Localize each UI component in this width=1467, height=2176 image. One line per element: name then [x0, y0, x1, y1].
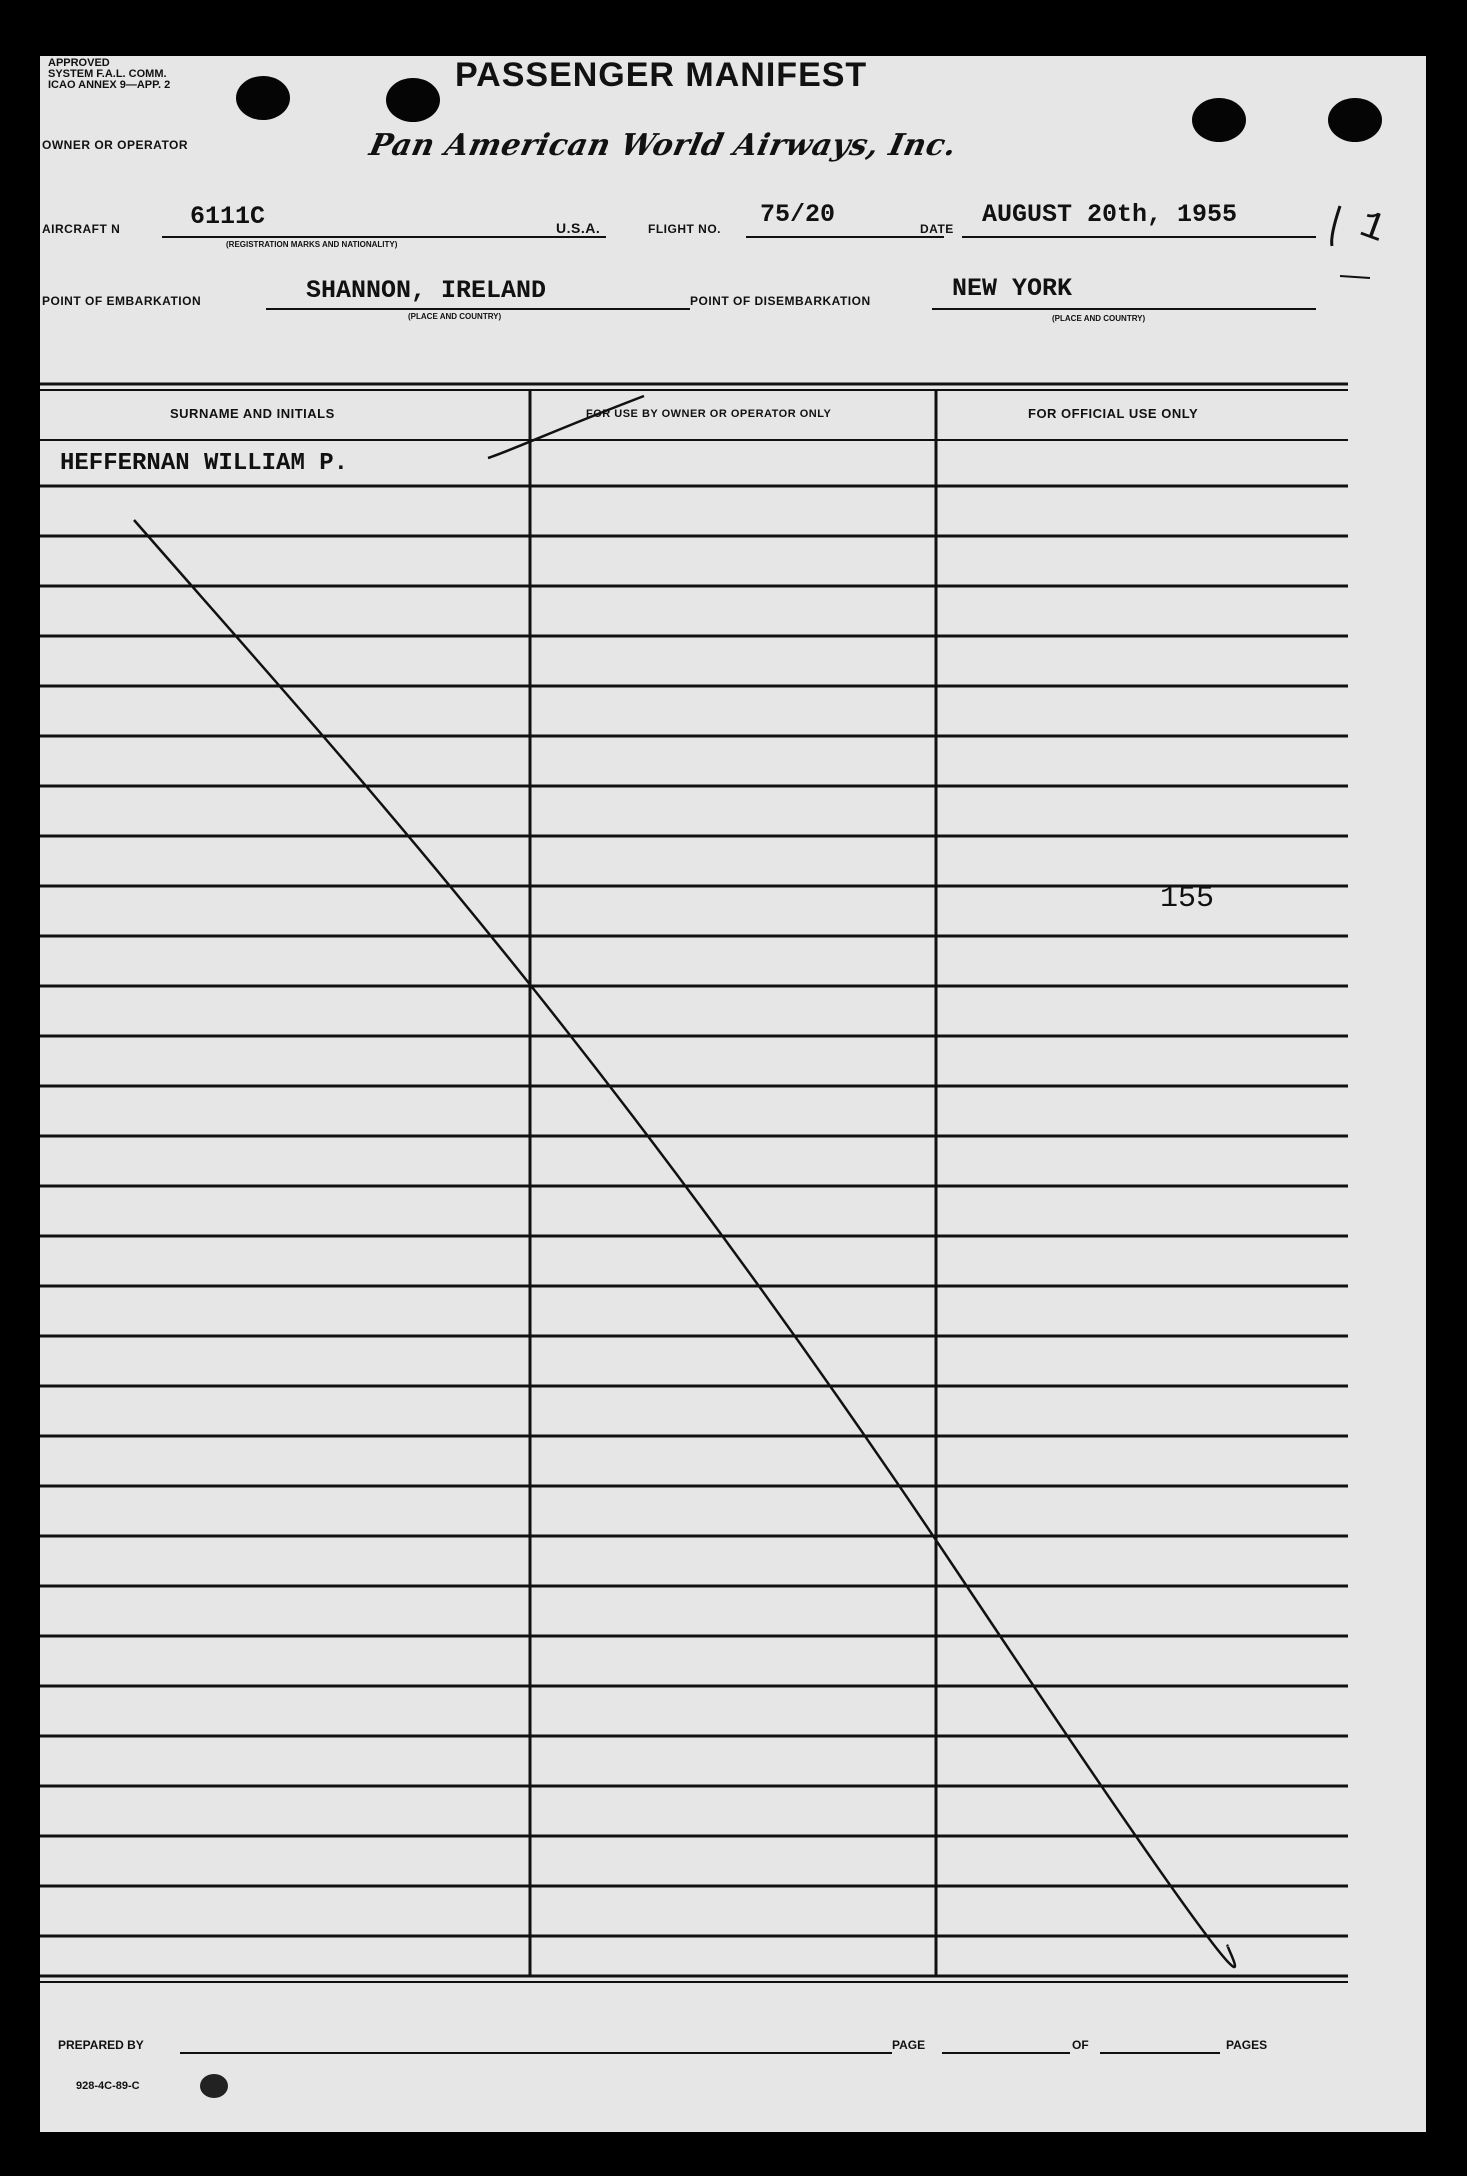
embark-value: SHANNON, IRELAND: [306, 276, 547, 305]
header-operator-use: FOR USE BY OWNER OR OPERATOR ONLY: [586, 408, 832, 420]
official-number: 155: [1160, 882, 1215, 916]
page-title: PASSENGER MANIFEST: [455, 56, 868, 94]
approval-line: SYSTEM F.A.L. COMM.: [48, 68, 167, 80]
embark-label: POINT OF EMBARKATION: [42, 294, 202, 308]
aircraft-value: 6111C: [190, 202, 266, 231]
check-mark-stroke: [488, 396, 644, 458]
approval-line: ICAO ANNEX 9—APP. 2: [48, 79, 171, 91]
disembark-label: POINT OF DISEMBARKATION: [690, 294, 871, 308]
form-code: 928-4C-89-C: [76, 2080, 140, 2092]
pages-label: PAGES: [1226, 2038, 1268, 2052]
operator-name: Pan American World Airways, Inc.: [366, 128, 960, 163]
date-value: AUGUST 20th, 1955: [982, 200, 1238, 229]
page-line: [942, 2052, 1070, 2054]
flight-value: 75/20: [760, 200, 836, 229]
union-bug-icon: [200, 2074, 228, 2098]
approval-line: APPROVED: [48, 57, 110, 69]
aircraft-label: AIRCRAFT N: [42, 222, 121, 236]
owner-label: OWNER OR OPERATOR: [42, 138, 189, 152]
margin-tick: [1340, 276, 1370, 278]
prepared-by-line: [180, 2052, 892, 2054]
disembark-value: NEW YORK: [952, 274, 1073, 303]
header-official-use: FOR OFFICIAL USE ONLY: [1028, 406, 1199, 421]
date-label: DATE: [920, 222, 954, 236]
flight-label: FLIGHT NO.: [648, 222, 721, 236]
page-label: PAGE: [892, 2038, 926, 2052]
of-line: [1100, 2052, 1220, 2054]
usa-label: U.S.A.: [556, 220, 601, 236]
manifest-page: [40, 56, 1426, 2132]
embark-note: (PLACE AND COUNTRY): [408, 312, 502, 321]
prepared-by-label: PREPARED BY: [58, 2038, 144, 2052]
passenger-name: HEFFERNAN WILLIAM P.: [60, 450, 349, 477]
registration-note: (REGISTRATION MARKS AND NATIONALITY): [226, 240, 398, 249]
margin-tick: [1332, 206, 1340, 246]
margin-mark: 1: [1353, 203, 1391, 254]
disembark-note: (PLACE AND COUNTRY): [1052, 314, 1146, 323]
header-surname: SURNAME AND INITIALS: [170, 406, 335, 421]
manifest-grid: [40, 56, 1426, 2132]
of-label: OF: [1072, 2038, 1089, 2052]
